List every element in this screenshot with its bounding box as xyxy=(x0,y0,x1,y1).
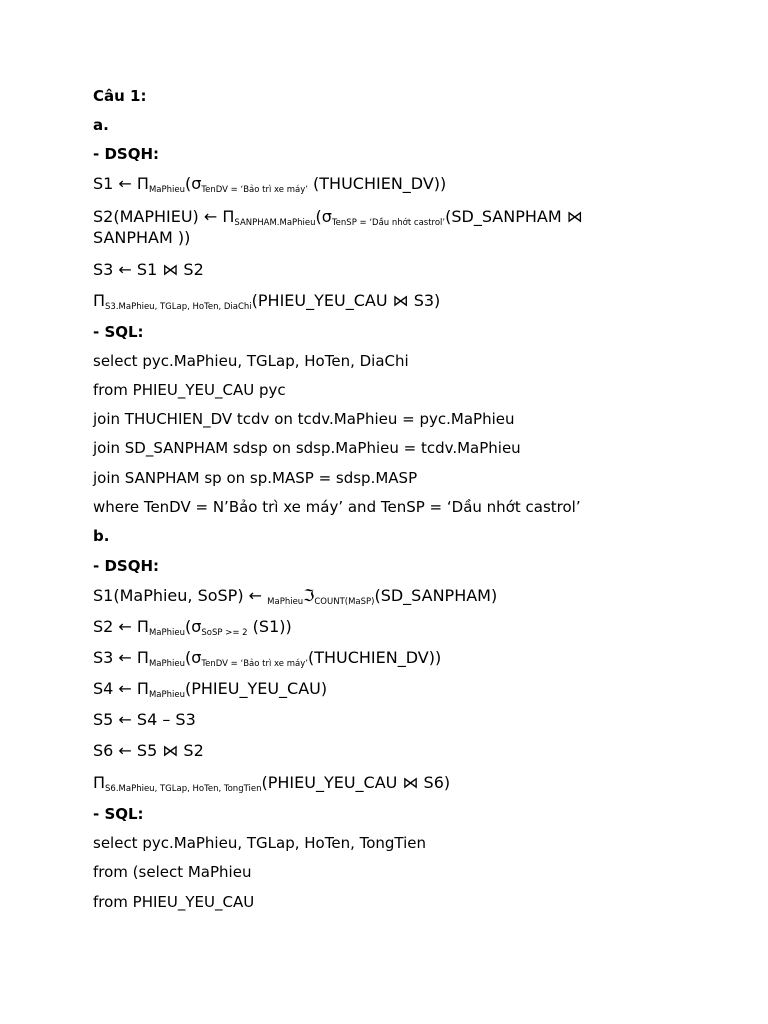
b-dsqh-line-6: S6 ← S5 ⋈ S2 xyxy=(93,741,204,760)
sql-label-a: - SQL: xyxy=(93,323,144,341)
question-title: Câu 1: xyxy=(93,87,147,105)
a-dsqh-line-1: S1 ← $\Pi_{MaPhieu}(\sigma_{TenDV = ‘Bảo trì xe máy’}$ (THUCHIEN_DV)) xyxy=(93,174,447,195)
a-sql-line: select pyc.MaPhieu, TGLap, HoTen, DiaChi xyxy=(93,352,409,370)
a-sql-line: from PHIEU_YEU_CAU pyc xyxy=(93,381,286,399)
dsqh-label-a: - DSQH: xyxy=(93,145,160,163)
a-sql-line: join THUCHIEN_DV tcdv on tcdv.MaPhieu = pyc.MaPhieu xyxy=(93,410,515,428)
sql-label-b: - SQL: xyxy=(93,805,144,823)
a-dsqh-line-2: S2(MAPHIEU) ← $\Pi_{SANPHAM.MaPhieu}(\sigma_{TenSP = ‘Dầu nhớt castrol’}(SD\_SANPHAM$ ⋈ SANPHAM )) xyxy=(93,207,583,247)
a-sql-line: where TenDV = N’Bảo trì xe máy’ and TenSP = ‘Dầu nhớt castrol’ xyxy=(93,498,581,516)
b-dsqh-line-1: S1(MaPhieu, SoSP) ← $_{MaPhieu}$ℑ$_{COUNT(MaSP)}$(SD_SANPHAM) xyxy=(93,586,498,607)
part-a-label: a. xyxy=(93,116,109,134)
b-dsqh-line-3: S3 ← $\Pi_{MaPhieu}(\sigma_{TenDV = ‘Bảo trì xe máy’}(THUCHIEN\_DV))$ xyxy=(93,648,442,669)
b-dsqh-line-4: S4 ← $\Pi_{MaPhieu}(PHIEU\_YEU\_CAU)$ xyxy=(93,679,328,700)
a-dsqh-line-4: $\Pi_{S3.MaPhieu, TGLap, HoTen, DiaChi}(PHIEU\_YEU\_CAU$ ⋈ S3) xyxy=(93,291,441,312)
b-dsqh-line-2: S2 ← $\Pi_{MaPhieu}(\sigma_{SoSP >= 2}$ (S1)) xyxy=(93,617,292,638)
b-sql-line: from PHIEU_YEU_CAU xyxy=(93,893,255,911)
b-sql-line: from (select MaPhieu xyxy=(93,863,252,881)
part-b-label: b. xyxy=(93,527,110,545)
b-dsqh-line-5: S5 ← S4 – S3 xyxy=(93,710,196,729)
a-sql-line: join SD_SANPHAM sdsp on sdsp.MaPhieu = tcdv.MaPhieu xyxy=(93,439,521,457)
b-sql-line: select pyc.MaPhieu, TGLap, HoTen, TongTien xyxy=(93,834,427,852)
dsqh-label-b: - DSQH: xyxy=(93,557,160,575)
a-dsqh-line-3: S3 ← S1 ⋈ S2 xyxy=(93,260,204,279)
a-sql-line: join SANPHAM sp on sp.MASP = sdsp.MASP xyxy=(93,469,418,487)
b-dsqh-line-7: $\Pi_{S6.MaPhieu, TGLap, HoTen, TongTien}(PHIEU\_YEU\_CAU$ ⋈ S6) xyxy=(93,773,451,794)
